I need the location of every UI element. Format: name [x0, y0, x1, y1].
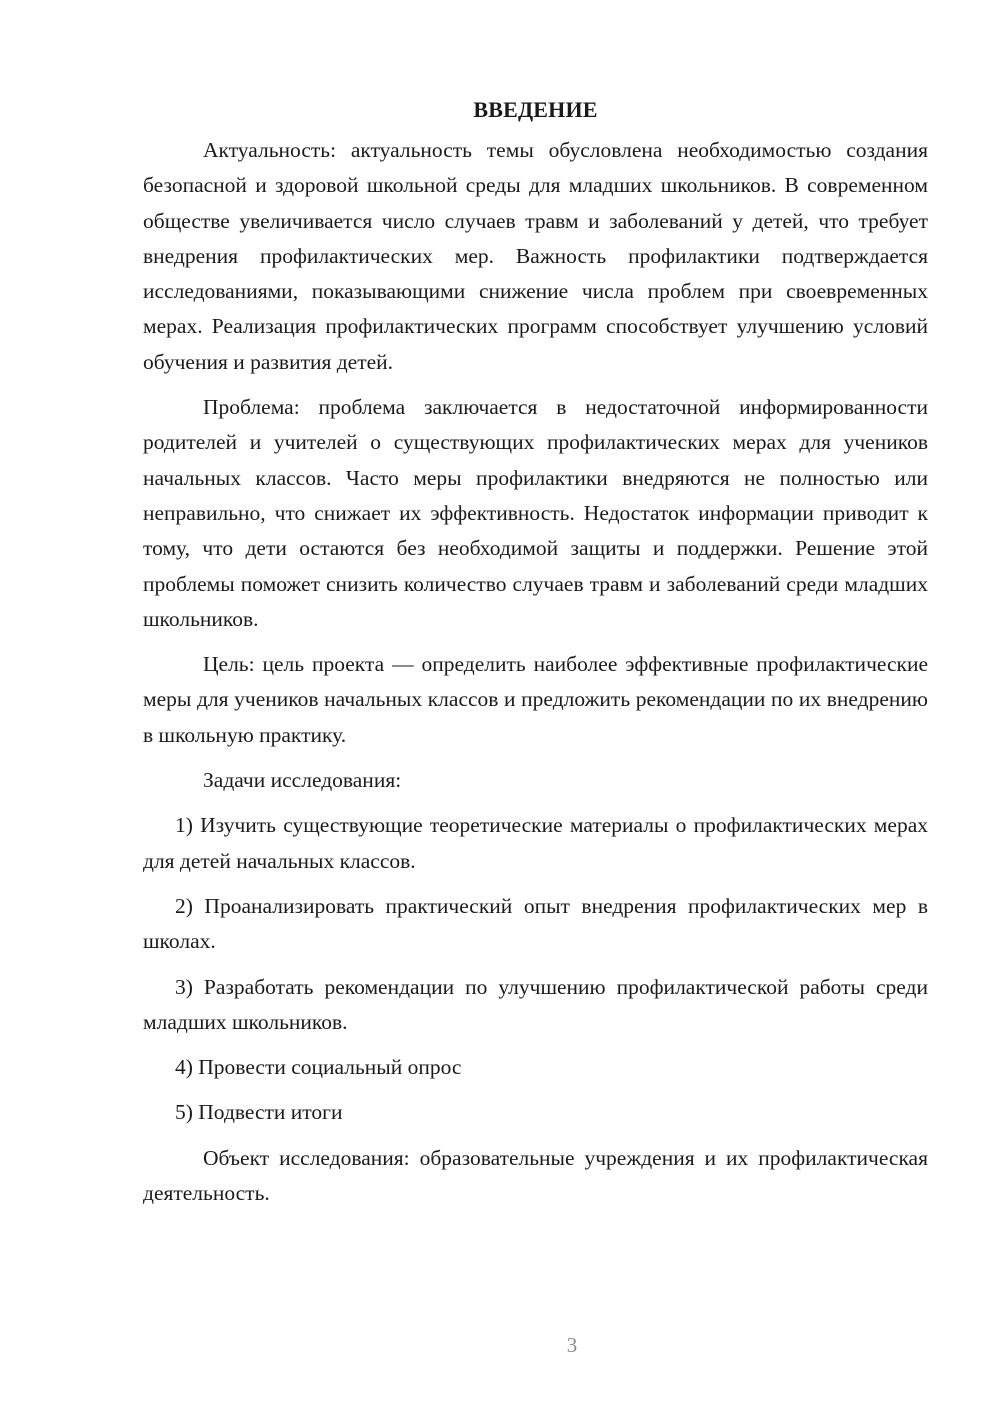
page-title: ВВЕДЕНИЕ: [473, 97, 598, 122]
paragraph-relevance: Актуальность: актуальность темы обусловлена необходимостью создания безопасной и здоровой школьной среды для младших школьников. В современном обществе увеличивается число случаев травм и заболеваний у детей, что требует внедрения профилактических мер. Важность профилактики подтверждается исследованиями, показывающими снижение числа проблем при своевременных мерах. Реализация профилактических программ способствует улучшению условий обучения и развития детей.: [143, 138, 928, 374]
list-item-task-1: 1) Изучить существующие теоретические материалы о профилактических мерах для детей начальных классов.: [143, 813, 928, 873]
paragraph-goal: Цель: цель проекта — определить наиболее эффективные профилактические меры для учеников начальных классов и предложить рекомендации по их внедрению в школьную практику.: [143, 652, 928, 747]
page-number: 3: [566, 1333, 578, 1357]
list-item-task-5: 5) Подвести итоги: [175, 1100, 343, 1125]
list-item-task-2: 2) Проанализировать практический опыт внедрения профилактических мер в школах.: [143, 893, 928, 954]
list-item-task-3: 3) Разработать рекомендации по улучшению профилактической работы среди младших школьников.: [143, 974, 928, 1034]
list-item-task-4: 4) Провести социальный опрос: [175, 1055, 462, 1080]
paragraph-tasks-heading: Задачи исследования:: [203, 768, 402, 793]
paragraph-problem: Проблема: проблема заключается в недостаточной информированности родителей и учителей о существующих профилактических мерах для учеников начальных классов. Часто меры профилактики внедряются не полностью или неправильно, что снижает их эффективность. Недостаток информации приводит к тому, что дети остаются без необходимой защиты и поддержки. Решение этой проблемы поможет снизить количество случаев травм и заболеваний среди младших школьников.: [143, 395, 928, 631]
page-content: [143, 92, 928, 1221]
paragraph-object: Объект исследования: образовательные учреждения и их профилактическая деятельность.: [143, 1145, 928, 1206]
